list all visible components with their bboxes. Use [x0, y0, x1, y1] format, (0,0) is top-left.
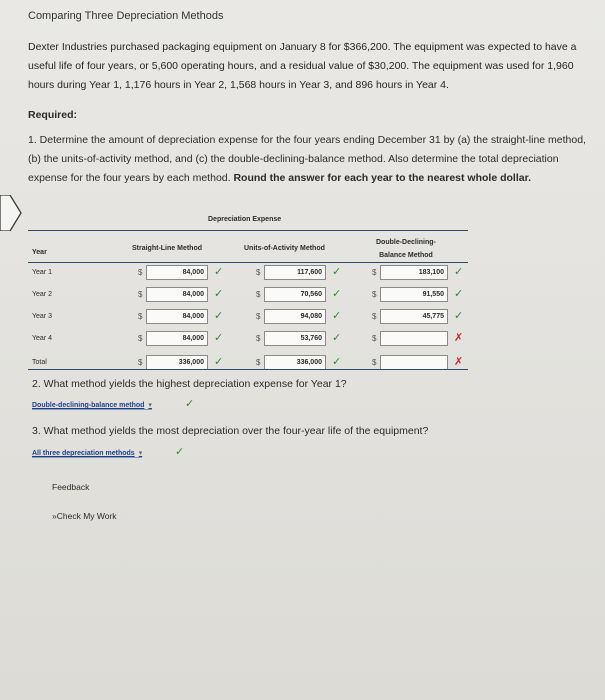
- correct-check-icon: ✓: [214, 332, 224, 344]
- double-declining-input[interactable]: [380, 355, 448, 370]
- units-of-activity-input[interactable]: 53,760: [264, 331, 326, 346]
- question-2-answer-select[interactable]: [32, 401, 152, 410]
- question-1-text: [28, 131, 598, 188]
- straight-line-input[interactable]: 84,000: [146, 265, 208, 280]
- question-3-text: 3. What method yields the most depreciation over the four-year life of the equipment?: [32, 425, 429, 437]
- question-3-answer: All three depreciation methods: [32, 450, 135, 457]
- depreciation-expense-header: Depreciation Expense: [208, 216, 282, 223]
- footer-rule: [28, 369, 468, 370]
- feedback-heading: Feedback: [52, 482, 90, 492]
- currency-symbol: $: [256, 290, 261, 299]
- correct-check-icon: ✓: [332, 356, 342, 368]
- expand-bullet-icon: »: [52, 511, 57, 521]
- question-2-check-icon: ✓: [185, 398, 195, 410]
- col-header-year: Year: [32, 249, 47, 256]
- currency-symbol: $: [138, 312, 143, 321]
- row-label: Year 2: [32, 291, 52, 298]
- header-rule: [28, 230, 468, 231]
- col-header-ddb-line2: Balance Method: [379, 252, 433, 259]
- incorrect-x-icon: ✗: [454, 356, 464, 368]
- currency-symbol: $: [256, 334, 261, 343]
- col-header-straight-line: Straight-Line Method: [132, 245, 202, 252]
- column-header-rule: [28, 262, 468, 263]
- question-1-instruction: 1. Determine the amount of depreciation expense for the four years ending December 31 by (a) the straight-line method, (b) the units-of-activity method, and (c) the double-declining-balance method. Also determine the total depreciation expense for the four years by each method.: [28, 134, 586, 184]
- row-label: Year 4: [32, 335, 52, 342]
- question-2-text: 2. What method yields the highest depreciation expense for Year 1?: [32, 378, 347, 390]
- double-declining-input[interactable]: 91,550: [380, 287, 448, 302]
- correct-check-icon: ✓: [332, 332, 342, 344]
- collapse-arrow-icon[interactable]: [0, 195, 22, 231]
- row-label: Total: [32, 359, 47, 366]
- correct-check-icon: ✓: [332, 310, 342, 322]
- currency-symbol: $: [372, 358, 377, 367]
- units-of-activity-input[interactable]: 117,600: [264, 265, 326, 280]
- units-of-activity-input[interactable]: 70,560: [264, 287, 326, 302]
- question-3-answer-select[interactable]: [32, 449, 142, 458]
- double-declining-input[interactable]: 45,775: [380, 309, 448, 324]
- currency-symbol: $: [256, 358, 261, 367]
- incorrect-x-icon: ✗: [454, 332, 464, 344]
- question-3: [32, 425, 428, 437]
- currency-symbol: $: [138, 290, 143, 299]
- currency-symbol: $: [256, 312, 261, 321]
- required-heading: Required:: [28, 109, 78, 121]
- table-row: [28, 308, 468, 326]
- rounding-instruction: Round the answer for each year to the nearest whole dollar.: [233, 172, 532, 184]
- row-label: Year 1: [32, 269, 52, 276]
- correct-check-icon: ✓: [454, 288, 464, 300]
- currency-symbol: $: [372, 334, 377, 343]
- straight-line-input[interactable]: 84,000: [146, 309, 208, 324]
- currency-symbol: $: [138, 334, 143, 343]
- dropdown-caret-icon: ▾: [148, 402, 152, 409]
- col-header-ddb-line1: Double-Declining-: [376, 239, 436, 246]
- question-3-check-icon: ✓: [175, 446, 185, 458]
- correct-check-icon: ✓: [214, 356, 224, 368]
- currency-symbol: $: [256, 268, 261, 277]
- correct-check-icon: ✓: [332, 266, 342, 278]
- check-my-work-link[interactable]: [52, 511, 117, 521]
- double-declining-input[interactable]: 183,100: [380, 265, 448, 280]
- table-row: [28, 330, 468, 348]
- col-header-units-of-activity: Units-of-Activity Method: [244, 245, 325, 252]
- dropdown-caret-icon: ▾: [138, 450, 143, 457]
- currency-symbol: $: [372, 312, 377, 321]
- currency-symbol: $: [138, 268, 143, 277]
- correct-check-icon: ✓: [214, 310, 224, 322]
- currency-symbol: $: [372, 290, 377, 299]
- units-of-activity-input[interactable]: 94,080: [264, 309, 326, 324]
- correct-check-icon: ✓: [214, 266, 224, 278]
- page-title: Comparing Three Depreciation Methods: [28, 10, 224, 22]
- row-label: Year 3: [32, 313, 52, 320]
- problem-description: Dexter Industries purchased packaging equipment on January 8 for $366,200. The equipment was expected to have a useful life of four years, or 5,600 operating hours, and a residual value of $30,200. The equipment was used for 1,960 hours during Year 1, 1,176 hours in Year 2, 1,568 hours in Year 3, and 896 hours in Year 4.: [28, 41, 577, 91]
- straight-line-input[interactable]: 84,000: [146, 331, 208, 346]
- double-declining-input[interactable]: [380, 331, 448, 346]
- question-2-answer: Double-declining-balance method: [32, 402, 145, 409]
- correct-check-icon: ✓: [214, 288, 224, 300]
- currency-symbol: $: [372, 268, 377, 277]
- straight-line-input[interactable]: 84,000: [146, 287, 208, 302]
- currency-symbol: $: [138, 358, 143, 367]
- correct-check-icon: ✓: [332, 288, 342, 300]
- question-2: [32, 378, 347, 390]
- problem-page: [28, 10, 598, 188]
- check-my-work-label: Check My Work: [56, 511, 117, 521]
- table-row: [28, 286, 468, 304]
- col-header-double-declining: [376, 236, 436, 262]
- units-of-activity-input[interactable]: 336,000: [264, 355, 326, 370]
- straight-line-input[interactable]: 336,000: [146, 355, 208, 370]
- correct-check-icon: ✓: [454, 310, 464, 322]
- correct-check-icon: ✓: [454, 266, 464, 278]
- table-row: [28, 264, 468, 282]
